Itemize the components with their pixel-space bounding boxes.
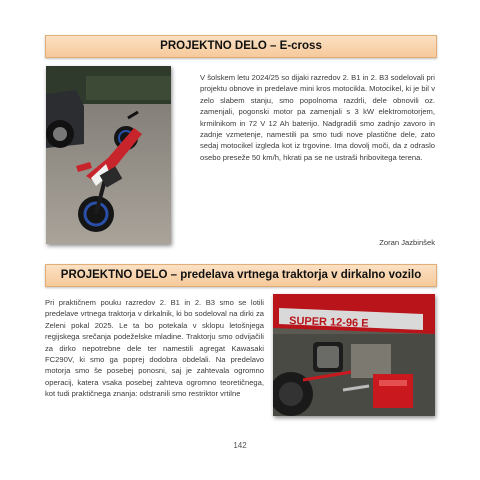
tractor-brand-label: SUPER 12-96 E <box>288 315 369 330</box>
section1-paragraph: V šolskem letu 2024/25 so dijaki razredov 2. B1 in 2. B3 sodelovali pri projektu obnove in predelave mini kros motocikla. Motocikel, ki je bil v zelo slabem stanju, smo popolnoma razdrli, dele obnovili oz. zamenjali, pogonski motor pa zamenjali s 3 kW elektromotorjem, krmilnikom in 72 V 12 Ah baterijo. Nadgradili smo zadnjo zavoro in zadnje vzmetenje, namestili pa smo tudi nove plastične dele, zato sedaj motocikel izgleda kot iz trgovine. Ima dovolj moči, da z odraslo osebo preseže 50 km/h, hkrati pa se ne ustraši hribovitega terena. <box>200 73 435 162</box>
motorcycle-photo <box>46 66 171 244</box>
motorcycle-image <box>46 66 171 244</box>
tractor-image <box>273 294 435 416</box>
section-title-tractor: PROJEKTNO DELO – predelava vrtnega traktorja v dirkalno vozilo <box>45 264 437 287</box>
tractor-photo <box>273 294 435 416</box>
author-name: Zoran Jazbinšek <box>379 238 435 247</box>
section-title-ecross: PROJEKTNO DELO – E-cross <box>45 35 437 58</box>
page-number: 142 <box>233 441 247 450</box>
section2-paragraph: Pri praktičnem pouku razredov 2. B1 in 2. B3 smo se lotili predelave vrtnega traktorja v dirkalnik, ki bo sodeloval na dirki za Zeleni pokal 2025. Le ta bo potekala v sklopu letošnjega regijskega srečanja podeželske mladine. Traktorju smo odvijačili za dirko nepotrebne dele ter namestili agregat Kawasaki FC290V, ki smo ga poprej dodobra obdelali. Na predelavo motorja smo še posebej ponosni, saj je zahtevala ogromno operacij, katera vsaka posebej zahteva ogromno teoretičnega, kot tudi praktičnega znanja: odstranili smo restriktor vrtilne <box>45 298 264 399</box>
